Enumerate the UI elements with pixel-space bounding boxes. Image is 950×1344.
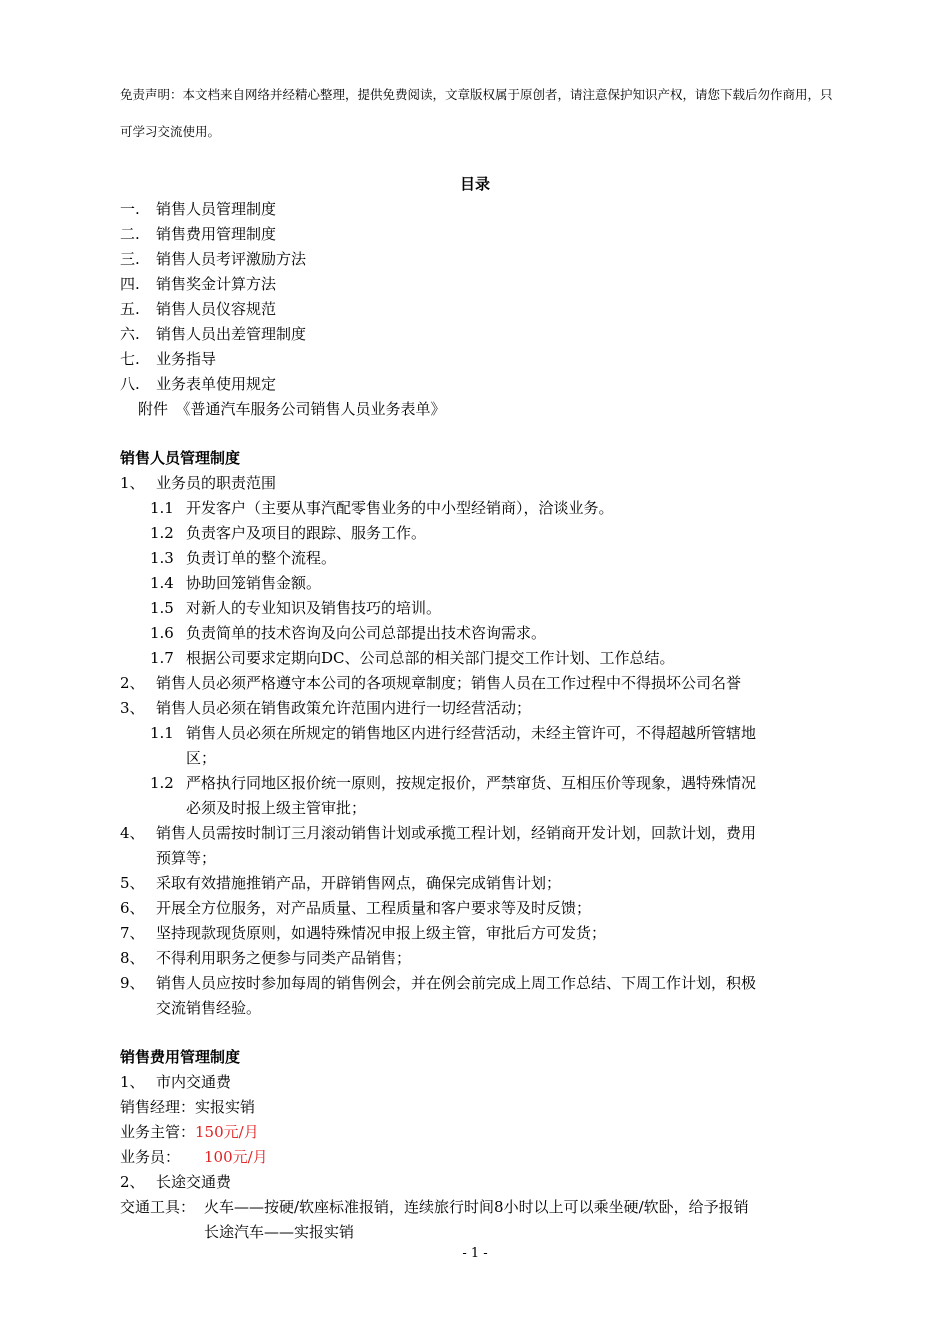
numbered-paragraph: 1、 市内交通费	[120, 1073, 232, 1091]
toc-item: 七. 业务指导	[120, 350, 217, 368]
disclaimer-text: 免责声明：本文档来自网络并经精心整理，提供免费阅读，文章版权属于原创者，请注意保护知识产权，请您下载后勿作商用，只可学习交流使用。	[120, 87, 833, 139]
toc-item: 三. 销售人员考评激励方法	[120, 250, 307, 268]
numbered-paragraph: 9、 销售人员应按时参加每周的销售例会，并在例会前完成上周工作总结、下周工作计划，积极	[120, 974, 757, 992]
toc-item: 八. 业务表单使用规定	[120, 375, 277, 393]
toc-appendix: 附件 《普通汽车服务公司销售人员业务表单》	[138, 400, 446, 418]
expense-row-salesman: 业务员： 100元/月	[120, 1148, 268, 1166]
transport-row: 交通工具： 火车——按硬/软座标准报销，连续旅行时间8小时以上可以乘坐硬/软卧，给予报销	[120, 1198, 749, 1216]
paragraph-continuation: 预算等；	[156, 849, 217, 867]
numbered-paragraph: 7、 坚持现款现货原则，如遇特殊情况申报上级主管，审批后方可发货；	[120, 924, 607, 942]
sub-item: 1.1 开发客户（主要从事汽配零售业务的中小型经销商），洽谈业务。	[150, 499, 614, 517]
toc-item: 五. 销售人员仪容规范	[120, 300, 277, 318]
toc-item: 一. 销售人员管理制度	[120, 200, 277, 218]
page-number: - 1 -	[462, 1246, 488, 1261]
transport-row-continuation: 长途汽车——实报实销	[204, 1223, 355, 1241]
paragraph-continuation: 交流销售经验。	[156, 999, 262, 1017]
toc-item: 六. 销售人员出差管理制度	[120, 325, 307, 343]
sub-item-continuation: 区；	[186, 749, 217, 767]
sub-item: 1.4 协助回笼销售金额。	[150, 574, 322, 592]
numbered-paragraph: 5、 采取有效措施推销产品，开辟销售网点，确保完成销售计划；	[120, 874, 562, 892]
numbered-paragraph: 3、 销售人员必须在销售政策允许范围内进行一切经营活动；	[120, 699, 532, 717]
numbered-paragraph: 2、 销售人员必须严格遵守本公司的各项规章制度；销售人员在工作过程中不得损坏公司名誉	[120, 674, 742, 692]
section-heading-sales-staff: 销售人员管理制度	[120, 449, 241, 467]
sub-item: 1.6 负责简单的技术咨询及向公司总部提出技术咨询需求。	[150, 624, 547, 642]
sub-item-continuation: 必须及时报上级主管审批；	[186, 799, 367, 817]
sub-item: 1.7 根据公司要求定期向DC、公司总部的相关部门提交工作计划、工作总结。	[150, 649, 675, 667]
numbered-paragraph: 6、 开展全方位服务，对产品质量、工程质量和客户要求等及时反馈；	[120, 899, 592, 917]
toc-title: 目录	[459, 175, 490, 193]
expense-row-manager: 销售经理：实报实销	[120, 1098, 256, 1116]
sub-item: 1.3 负责订单的整个流程。	[150, 549, 337, 567]
sub-item: 1.5 对新人的专业知识及销售技巧的培训。	[150, 599, 442, 617]
toc-item: 二. 销售费用管理制度	[120, 225, 277, 243]
sub-item: 1.2 负责客户及项目的跟踪、服务工作。	[150, 524, 427, 542]
expense-row-supervisor: 业务主管：150元/月	[120, 1123, 259, 1141]
numbered-paragraph: 8、 不得利用职务之便参与同类产品销售；	[120, 949, 412, 967]
sub-item: 1.1 销售人员必须在所规定的销售地区内进行经营活动，未经主管许可，不得超越所管辖地	[150, 724, 757, 742]
numbered-paragraph: 4、 销售人员需按时制订三月滚动销售计划或承揽工程计划，经销商开发计划，回款计划，费用	[120, 824, 757, 842]
toc-item: 四. 销售奖金计算方法	[120, 275, 277, 293]
numbered-paragraph: 1、 业务员的职责范围	[120, 474, 277, 492]
sub-item: 1.2 严格执行同地区报价统一原则，按规定报价，严禁窜货、互相压价等现象，遇特殊情况	[150, 774, 757, 792]
section-heading-sales-expenses: 销售费用管理制度	[120, 1048, 241, 1066]
numbered-paragraph: 2、 长途交通费	[120, 1173, 232, 1191]
